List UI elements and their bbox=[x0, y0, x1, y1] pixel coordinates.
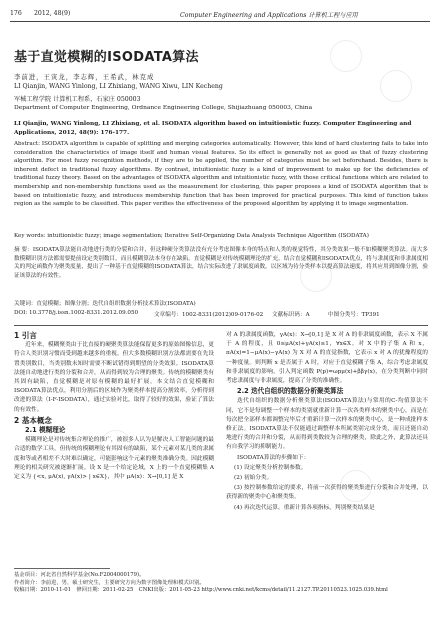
list-item: (4) 再次迭代运算，重新计算各项指标，判别聚类结果是 bbox=[234, 504, 375, 511]
heading-fuzzy-theory: 2.1 模糊理论 bbox=[25, 426, 66, 435]
clc-number: 中图分类号：TP391 bbox=[328, 312, 380, 318]
keywords-cn: 关键词：直觉模糊；图像分割；迭代自组织数据分析技术算法(ISODATA) bbox=[14, 301, 196, 307]
author-bio: 作者简介：李前进，男，硕士研究生，主要研究方向为数字图像处理和模式识别。 bbox=[14, 579, 205, 586]
heading-introduction: 1 引言 bbox=[14, 331, 37, 340]
footnote-rule bbox=[14, 568, 110, 569]
paper-title: 基于直觉模糊的ISODATA算法 bbox=[14, 50, 199, 65]
doi-line bbox=[14, 310, 428, 319]
received-date: 收稿日期：2010-11-01 修回日期：2011-02-25 CNKI出版：2011-05-23 http://www.cnki.net/kcms/detail/11.2127.TP.20110523.1025.039.html bbox=[14, 587, 388, 594]
journal-name: Computer Engineering and Applications 计算机工程与应用 bbox=[180, 12, 358, 19]
article-number: 文章编号：1002-8331(2012)09-0176-02 bbox=[154, 312, 264, 318]
list-item: (1) 设定聚类分析控制参数。 bbox=[234, 464, 307, 471]
list-item: (3) 按控制参数给定的要求，将前一次获得的聚类集进行分裂和合并处理，以获得新的聚类中心和聚类集。 bbox=[226, 485, 428, 501]
abstract-cn: 摘 要：ISODATA算法能自动地进行类的分裂和合并，但这种硬分类算法没有充分考虑图像本身的特点和人类的视觉特性，其分类效果一般不如模糊聚类算法。而大多数模糊识别方法都需要提前设定类别数目，而且模糊算法本身存在缺陷。直觉模糊是对传统模糊理论的扩充。结合直觉模糊和ISODATA优点，将与隶属度和非隶属度相关的判定函数作为聚类度量，提出了一种基于直觉模糊的ISODATA算法，结合实际改进了隶属度函数，以区域为待分类样本以提高算法速度，将其应用到图像分割，验证该算法的有效性。 bbox=[14, 247, 428, 279]
authors-cn: 李前进，王寅龙，李志辉，王希武，林克成 bbox=[14, 73, 155, 81]
affiliation-cn: 军械工程学院 计算机工程系，石家庄 050003 bbox=[14, 96, 141, 103]
watermark-mark bbox=[330, 40, 362, 72]
affiliation-en: Department of Computer Engineering, Ordnance Engineering College, Shijiazhuang 050003, China bbox=[14, 105, 313, 111]
section-separator bbox=[14, 325, 428, 326]
document-code: 文献标识码：A bbox=[272, 312, 310, 318]
funding-note: 基金项目：河北省自然科学基金(No.F2004000179)。 bbox=[14, 572, 145, 578]
issue-info: 2012, 48(9) bbox=[34, 10, 71, 17]
heading-basic-concepts: 2 基本概念 bbox=[14, 415, 52, 425]
authors-en: LI Qianjin, WANG Yinlong, LI Zhixiang, WANG Xiwu, LIN Kecheng bbox=[14, 83, 223, 90]
intro-paragraph: 近年来，模糊聚类由于比直接的硬聚类算法能保留更多的原始图像信息，更符合人类识别习惯而受到越来越多的重视。但大多数模糊识别方法都需要在先设置类别数目，当类别数未知时需要不断试错得到期望的分类效果。ISODATA算法能自动地进行类的分裂和合并，从而得到较为合理的聚类。传统的模糊聚类有其固有缺陷，直觉模糊是对原有模糊的最好扩展。本文结合直觉模糊和ISODATA算法优点，利用分割后的区域作为聚类样本提高分割效率，分析得到改进的算法（I-F-ISODATA），通过实验对比，取得了较好的效果，验证了算法的有效性。 bbox=[14, 342, 214, 413]
left-column bbox=[14, 331, 214, 483]
citation: LI Qianjin, WANG Yinlong, LI Zhixiang, et al. ISODATA algorithm based on intuitionistic fuzzy. Computer Engineering and Applications, 2012, 48(9): 176-177. bbox=[14, 121, 412, 136]
keywords-en: Key words: intuitionistic fuzzy; image segmentation; Iterative Self-Organizing Data Analysis Technique Algorithm (ISODATA) bbox=[14, 233, 369, 239]
list-item: (2) 初始分类。 bbox=[234, 475, 273, 482]
steps-intro: ISODATA算法的步骤如下： bbox=[237, 454, 310, 461]
steps-list bbox=[226, 464, 428, 513]
right-column bbox=[226, 331, 428, 514]
footnotes bbox=[14, 572, 388, 595]
abstract-en: Abstract: ISODATA algorithm is capable of splitting and merging categories automatically. However, this kind of hard clustering fails to take into consideration the characteristics of image itself and human visual features. So its effect is generally not as good as that of fuzzy clustering algorithm. For most fuzzy recognition methods, if they are to be applied, the number of categories must be set beforehand. Besides, there is inherent defect in traditional fuzzy algorithms. By contrast, intuitionistic fuzzy is a kind of improvement to make up for the deficiencies of traditional fuzzy theory. Based on the advantages of ISODATA algorithm and intuitionistic fuzzy, with those critical functions which are related to membership and non-membership functions used as the measurement for clustering, this paper proposes a kind of ISODATA algorithm that is based on intuitionistic fuzzy, and introduces membership function that has been improved for practical purposes. This kind of function takes region as the sample to be classified. This paper verifies the effectiveness of the proposed algorithm by applying it to image segmentation. bbox=[14, 141, 428, 208]
heading-isodata: 2.2 迭代自组织的数据分析聚类算法 bbox=[237, 387, 344, 396]
watermark-mark bbox=[380, 70, 412, 102]
definition-paragraph: 对 A 的隶属度函数，γA(x)：X→[0,1] 是 X 对 A 的非隶属度函数，表示 X 不属于 A 的程度，且 0≤μA(x)+γA(x)≤1，∀x∈X。对 X 中的子集 A 和 x，πA(x)=1−μA(x)−γA(x) 为 X 对 A 的直觉指数，它表示 x 对 A 的犹豫程度的一种度量。则判断 x 是否属于 A 时，对应于直觉模糊子集 A，综合考虑隶属度和非隶属度的影响，引入判定函数 P(p)=ωpμ(x)+ββγ(x)，在分类判断中同时考虑隶属度与非隶属度，提高了分类的准确性。 bbox=[226, 332, 428, 385]
isodata-paragraph: 迭代自组织的数据分析聚类算法(ISODATA算法)与常用的C-均值算法不同，它不是每调整一个样本的类别就重新计算一次各类样本的聚类中心，而是在每次把全部样本都调整完毕后才重新计算一次样本的聚类中心，是一种成批样本修正法。ISODATA算法不仅能通过调整样本所属类别完成分类，而且还能自动地进行类的合并和分裂，从而得到类数较为合理的聚类，除此之外，此算法还具有自我学习的抑制能力。 bbox=[226, 398, 428, 451]
fuzzy-theory-paragraph: 模糊理论是对传统集合理论的推广，被很多人认为是解决人工智能问题的最合适的数学工具。但传统的模糊理论有其固有的缺陷，某个元素对某几类的隶属度和等或者相差不大时难以确定，可能影响这个元素的聚类准确分类。因此模糊理论的相关研究被逐渐扩展。设 X 是一个给定论域，X 上的一个直觉模糊集 A 定义为 {<x, μA(x), γA(x)> | x∈X}，其中 μA(x)：X→[0,1] 是 X bbox=[14, 437, 214, 481]
header-rule bbox=[10, 21, 430, 22]
page-number: 176 bbox=[10, 10, 22, 17]
doi: DOI: 10.3778/j.issn.1002-8331.2012.09.050 bbox=[14, 310, 139, 316]
